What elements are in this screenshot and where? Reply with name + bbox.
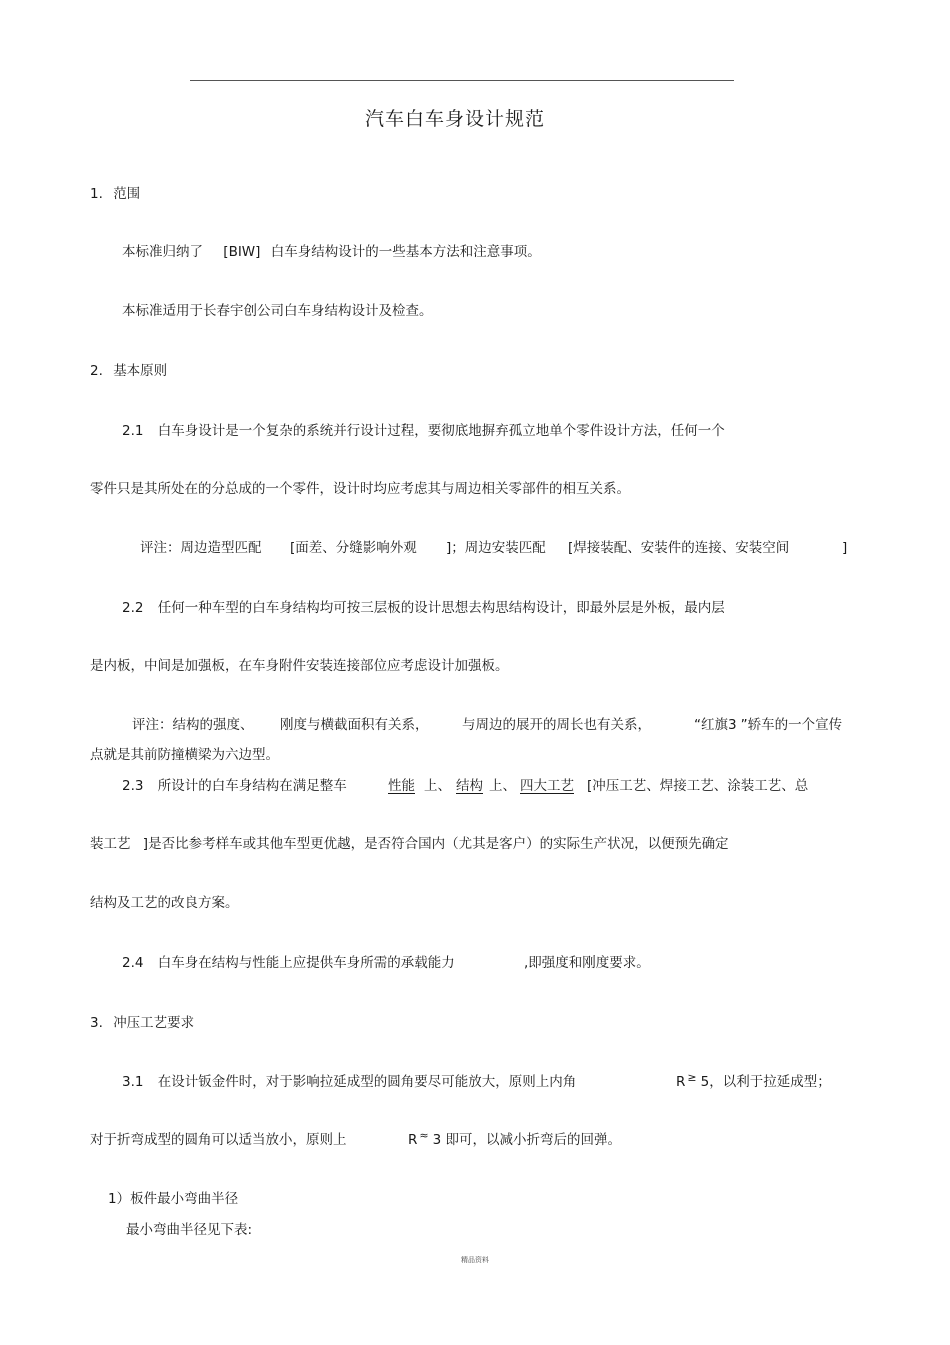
header-rule: [190, 80, 734, 81]
paragraph-2-2: [122, 599, 725, 617]
section-2-heading: [90, 362, 167, 380]
text: ]；周边安装匹配: [446, 540, 546, 556]
section-title: 基本原则: [113, 363, 168, 379]
section-3-heading: [90, 1014, 194, 1032]
text: 任何一种车型的白车身结构均可按三层板的设计思想去构思结构设计，即最外层是外板，最内层: [157, 600, 725, 616]
text: 装工艺: [90, 836, 131, 852]
list-item: 1）板件最小弯曲半径: [108, 1191, 239, 1207]
symbol: ≈: [419, 1129, 429, 1142]
document-title: 汽车白车身设计规范: [364, 108, 545, 130]
text: 3: [728, 717, 737, 733]
clause-number: 2.3: [122, 778, 144, 794]
clause-number: 2.1: [122, 423, 144, 439]
text: 上、: [489, 778, 516, 794]
text: 3 即可，以减小折弯后的回弹。: [432, 1132, 621, 1148]
symbol: ≥: [687, 1071, 697, 1084]
text: R: [676, 1074, 686, 1090]
text: ]: [842, 540, 848, 556]
text: 刚度与横截面积有关系，: [280, 717, 429, 733]
note-1: [140, 539, 850, 557]
text: 与周边的展开的周长也有关系，: [462, 717, 651, 733]
section-title: 范围: [113, 186, 141, 202]
text: 评注：结构的强度、: [132, 717, 254, 733]
text: [694, 716, 842, 734]
paragraph: 本标准适用于长春宇创公司白车身结构设计及检查。: [122, 303, 433, 319]
section-number: 1.: [90, 186, 103, 202]
text: ]是否比参考样车或其他车型更优越，是否符合国内（尤其是客户）的实际生产状况，以便预先确定: [142, 836, 729, 852]
paragraph: 零件只是其所处在的分总成的一个零件，设计时均应考虑其与周边相关零部件的相互关系。: [90, 481, 630, 497]
underlined-text: 结构: [456, 778, 483, 794]
text: 对于折弯成型的圆角可以适当放小，原则上: [90, 1132, 347, 1148]
clause-number: 2.2: [122, 600, 144, 616]
text: R: [408, 1132, 418, 1148]
text: ”轿车的一个宣传: [740, 717, 843, 733]
text: “红旗: [694, 717, 728, 733]
note-2: [132, 716, 850, 734]
text: 本标准归纳了: [122, 244, 203, 260]
paragraph: 点就是其前防撞横梁为六边型。: [90, 747, 279, 763]
text: ,即强度和刚度要求。: [524, 955, 650, 971]
underlined-text: 性能: [388, 778, 415, 794]
text: 5，以利于拉延成型；: [700, 1074, 831, 1090]
page-footer: 精品资料: [461, 1256, 489, 1264]
section-1-heading: [90, 185, 140, 203]
text: [焊接装配、安装件的连接、安装空间: [568, 540, 790, 556]
text: 所设计的白车身结构在满足整车: [157, 778, 347, 794]
text: [面差、分缝影响外观: [290, 540, 417, 556]
clause-number: 2.4: [122, 955, 144, 971]
paragraph-2-4: [122, 954, 650, 972]
paragraph: [90, 835, 729, 853]
text: 白车身设计是一个复杂的系统并行设计过程，要彻底地摒弃孤立地单个零件设计方法，任何一个: [157, 423, 725, 439]
text: 白车身结构设计的一些基本方法和注意事项。: [270, 244, 541, 260]
section-number: 3.: [90, 1015, 103, 1031]
paragraph: 最小弯曲半径见下表:: [126, 1222, 253, 1238]
paragraph: 结构及工艺的改良方案。: [90, 895, 239, 911]
paragraph-2-1: [122, 422, 725, 440]
text: [冲压工艺、焊接工艺、涂装工艺、总: [587, 778, 809, 794]
section-number: 2.: [90, 363, 103, 379]
paragraph: [90, 1129, 621, 1149]
text: 在设计钣金件时，对于影响拉延成型的圆角要尽可能放大，原则上内角: [157, 1074, 577, 1090]
text: [408, 1131, 621, 1150]
clause-number: 3.1: [122, 1074, 144, 1090]
underlined-text: 四大工艺: [520, 778, 574, 794]
text: [BIW]: [223, 244, 261, 260]
paragraph-3-1: [122, 1071, 831, 1091]
section-title: 冲压工艺要求: [113, 1015, 195, 1031]
paragraph-2-3: [122, 777, 809, 795]
text: 评注：周边造型匹配: [140, 540, 262, 556]
text: 白车身在结构与性能上应提供车身所需的承载能力: [157, 955, 455, 971]
paragraph: [122, 243, 541, 261]
text: [676, 1073, 831, 1092]
text: 上、: [424, 778, 451, 794]
paragraph: 是内板，中间是加强板，在车身附件安装连接部位应考虑设计加强板。: [90, 658, 509, 674]
